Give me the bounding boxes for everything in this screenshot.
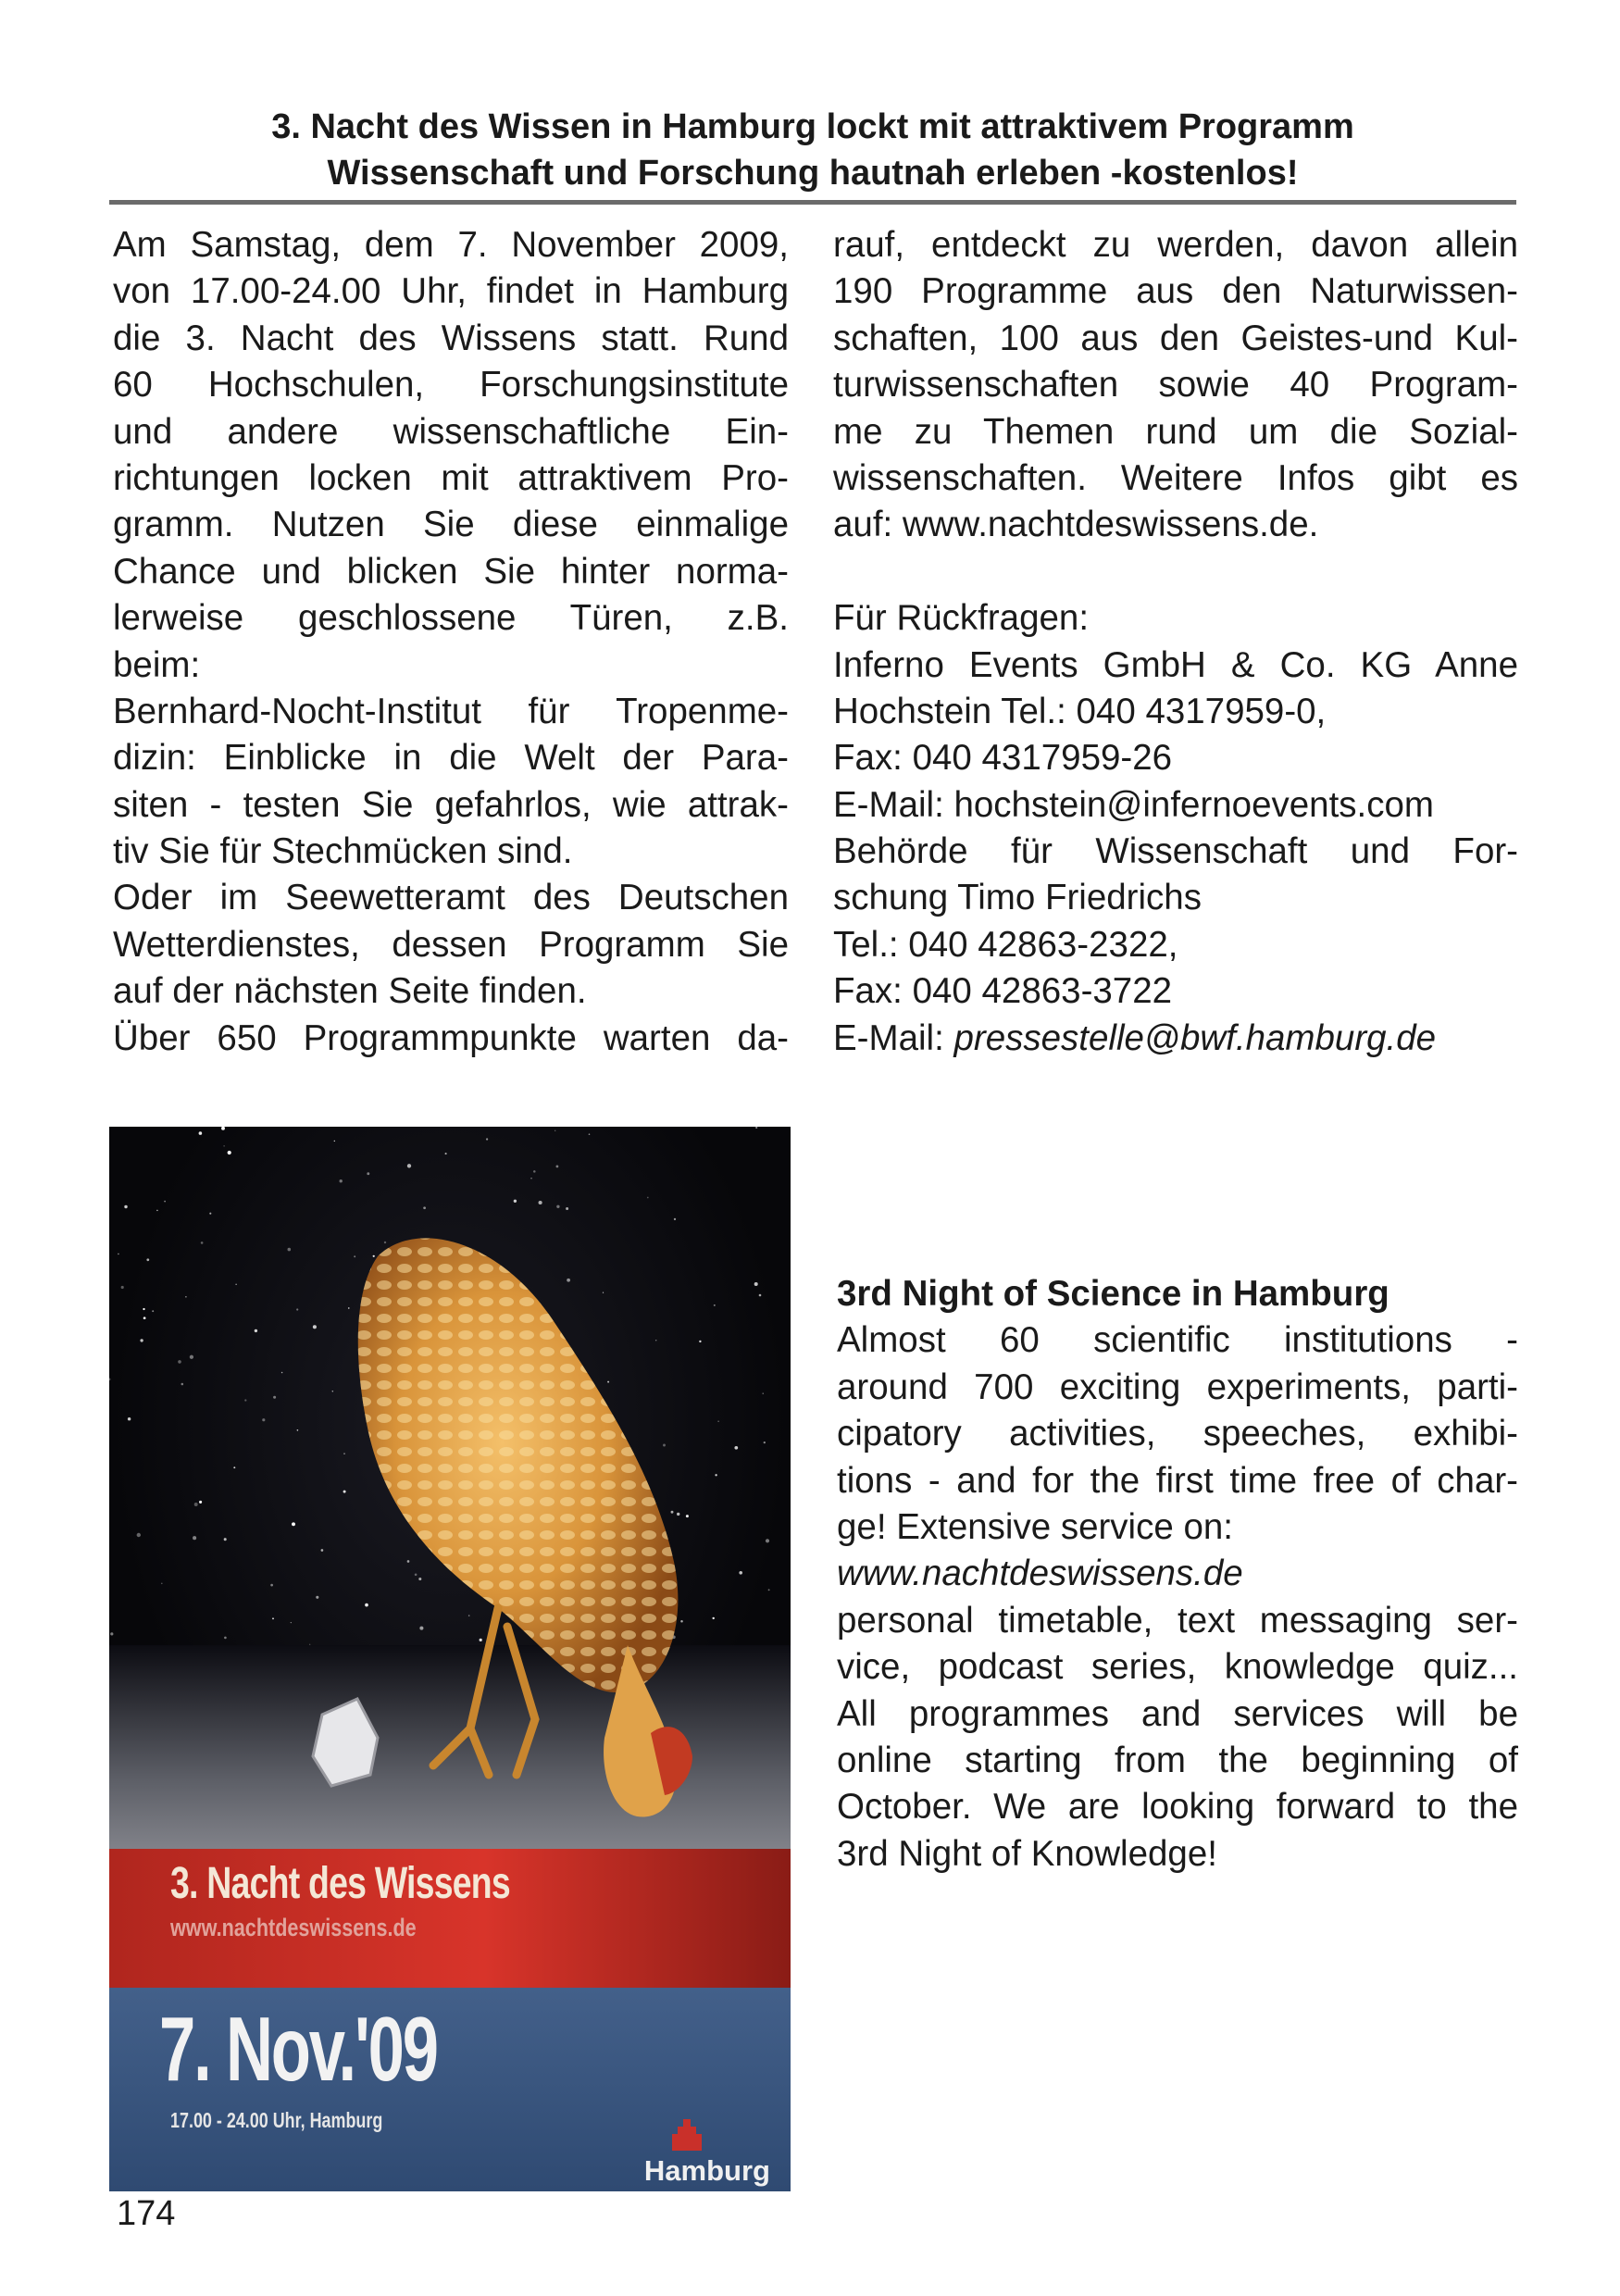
text-line: 190 Programme aus den Naturwissen-: [833, 271, 1518, 312]
text-line: gramm. Nutzen Sie diese einmalige: [113, 505, 789, 545]
text-line: die 3. Nacht des Wissens statt. Rund: [113, 318, 789, 358]
contact-line: Hochstein Tel.: 040 4317959-0,: [833, 691, 1327, 731]
text-line: personal timetable, text messaging ser-: [837, 1600, 1518, 1641]
text-line: und andere wissenschaftliche Ein-: [113, 411, 789, 452]
contact-line: Behörde für Wissenschaft und For-: [833, 831, 1518, 872]
text-line: Almost 60 scientific institutions -: [837, 1320, 1518, 1361]
contact-line: Fax: 040 4317959-26: [833, 738, 1173, 779]
text-line: beim:: [113, 644, 201, 685]
text-line: auf der nächsten Seite finden.: [113, 971, 587, 1012]
text-line: cipatory activities, speeches, exhibi-: [837, 1414, 1518, 1454]
email-prefix: E-Mail:: [833, 1017, 954, 1058]
text-line: ge! Extensive service on:: [837, 1506, 1233, 1547]
text-line: auf: www.nachtdeswissens.de.: [833, 505, 1319, 545]
text-line: richtungen locken mit attraktivem Pro-: [113, 457, 789, 498]
contact-line: Tel.: 040 42863-2322,: [833, 924, 1178, 965]
text-line: turwissenschaften sowie 40 Program-: [833, 365, 1518, 406]
hamburg-castle-icon: [668, 2115, 705, 2152]
hen-illustration-icon: [109, 1127, 791, 1867]
text-line: Chance und blicken Sie hinter norma-: [113, 551, 789, 592]
heading-rule: [109, 200, 1516, 205]
text-line: tions - and for the first time free of char-: [837, 1460, 1518, 1501]
poster-url: www.nachtdeswissens.de: [170, 1914, 417, 1941]
text-line: All programmes and services will be: [837, 1693, 1518, 1734]
contact-line: schung Timo Friedrichs: [833, 878, 1202, 918]
page-number: 174: [117, 2194, 176, 2233]
paragraph-gap: [833, 549, 1518, 595]
contact-line: E-Mail: hochstein@infernoevents.com: [833, 784, 1434, 825]
text-line: von 17.00-24.00 Uhr, findet in Hamburg: [113, 271, 789, 312]
text-line: Über 650 Programmpunkte warten da-: [113, 1017, 789, 1058]
email-link[interactable]: pressestelle@bwf.hamburg.de: [953, 1017, 1437, 1058]
text-line: Oder im Seewetteramt des Deutschen: [113, 878, 789, 918]
article-heading: [109, 104, 1516, 196]
text-line: vice, podcast series, knowledge quiz...: [837, 1647, 1518, 1688]
poster-date: 7. Nov.'09: [159, 1998, 437, 2100]
english-url-link[interactable]: www.nachtdeswissens.de: [837, 1554, 1243, 1594]
text-line: October. We are looking forward to the: [837, 1787, 1518, 1828]
poster-city: Hamburg: [643, 2154, 770, 2187]
contact-label: Für Rückfragen:: [833, 598, 1090, 639]
poster-title: 3. Nacht des Wissens: [170, 1859, 510, 1908]
text-line: siten - testen Sie gefahrlos, wie attrak-: [113, 784, 789, 825]
text-line: wissenschaften. Weitere Infos gibt es: [833, 457, 1518, 498]
english-title: 3rd Night of Science in Hamburg: [837, 1274, 1389, 1314]
text-line: Bernhard-Nocht-Institut für Tropenme-: [113, 691, 789, 731]
text-line: Wetterdienstes, dessen Programm Sie: [113, 924, 789, 965]
text-line: Am Samstag, dem 7. November 2009,: [113, 225, 789, 265]
english-summary: [837, 1271, 1518, 1878]
text-line: tiv Sie für Stechmücken sind.: [113, 831, 573, 872]
heading-line-1: 3. Nacht des Wissen in Hamburg lockt mit attraktivem Programm: [271, 107, 1354, 146]
text-line: 60 Hochschulen, Forschungsinstitute: [113, 365, 789, 406]
text-line: lerweise geschlossene Türen, z.B.: [113, 598, 789, 639]
text-line: 3rd Night of Knowledge!: [837, 1833, 1217, 1874]
poster-time: 17.00 - 24.00 Uhr, Hamburg: [170, 2108, 383, 2132]
contact-line: Inferno Events GmbH & Co. KG Anne: [833, 644, 1518, 685]
email-line: [833, 1016, 1518, 1062]
text-line: schaften, 100 aus den Geistes-und Kul-: [833, 318, 1518, 358]
event-poster: [109, 1127, 791, 2191]
text-line: rauf, entdeckt zu werden, davon allein: [833, 225, 1518, 265]
text-line: online starting from the beginning of: [837, 1740, 1518, 1780]
text-line: dizin: Einblicke in die Welt der Para-: [113, 738, 789, 779]
contact-line: Fax: 040 42863-3722: [833, 971, 1173, 1012]
text-line: me zu Themen rund um die Sozial-: [833, 411, 1518, 452]
right-column: [833, 222, 1518, 1062]
text-line: around 700 exciting experiments, parti-: [837, 1366, 1518, 1407]
left-column: [113, 222, 789, 1062]
heading-line-2: Wissenschaft und Forschung hautnah erleben -kostenlos!: [327, 154, 1299, 193]
